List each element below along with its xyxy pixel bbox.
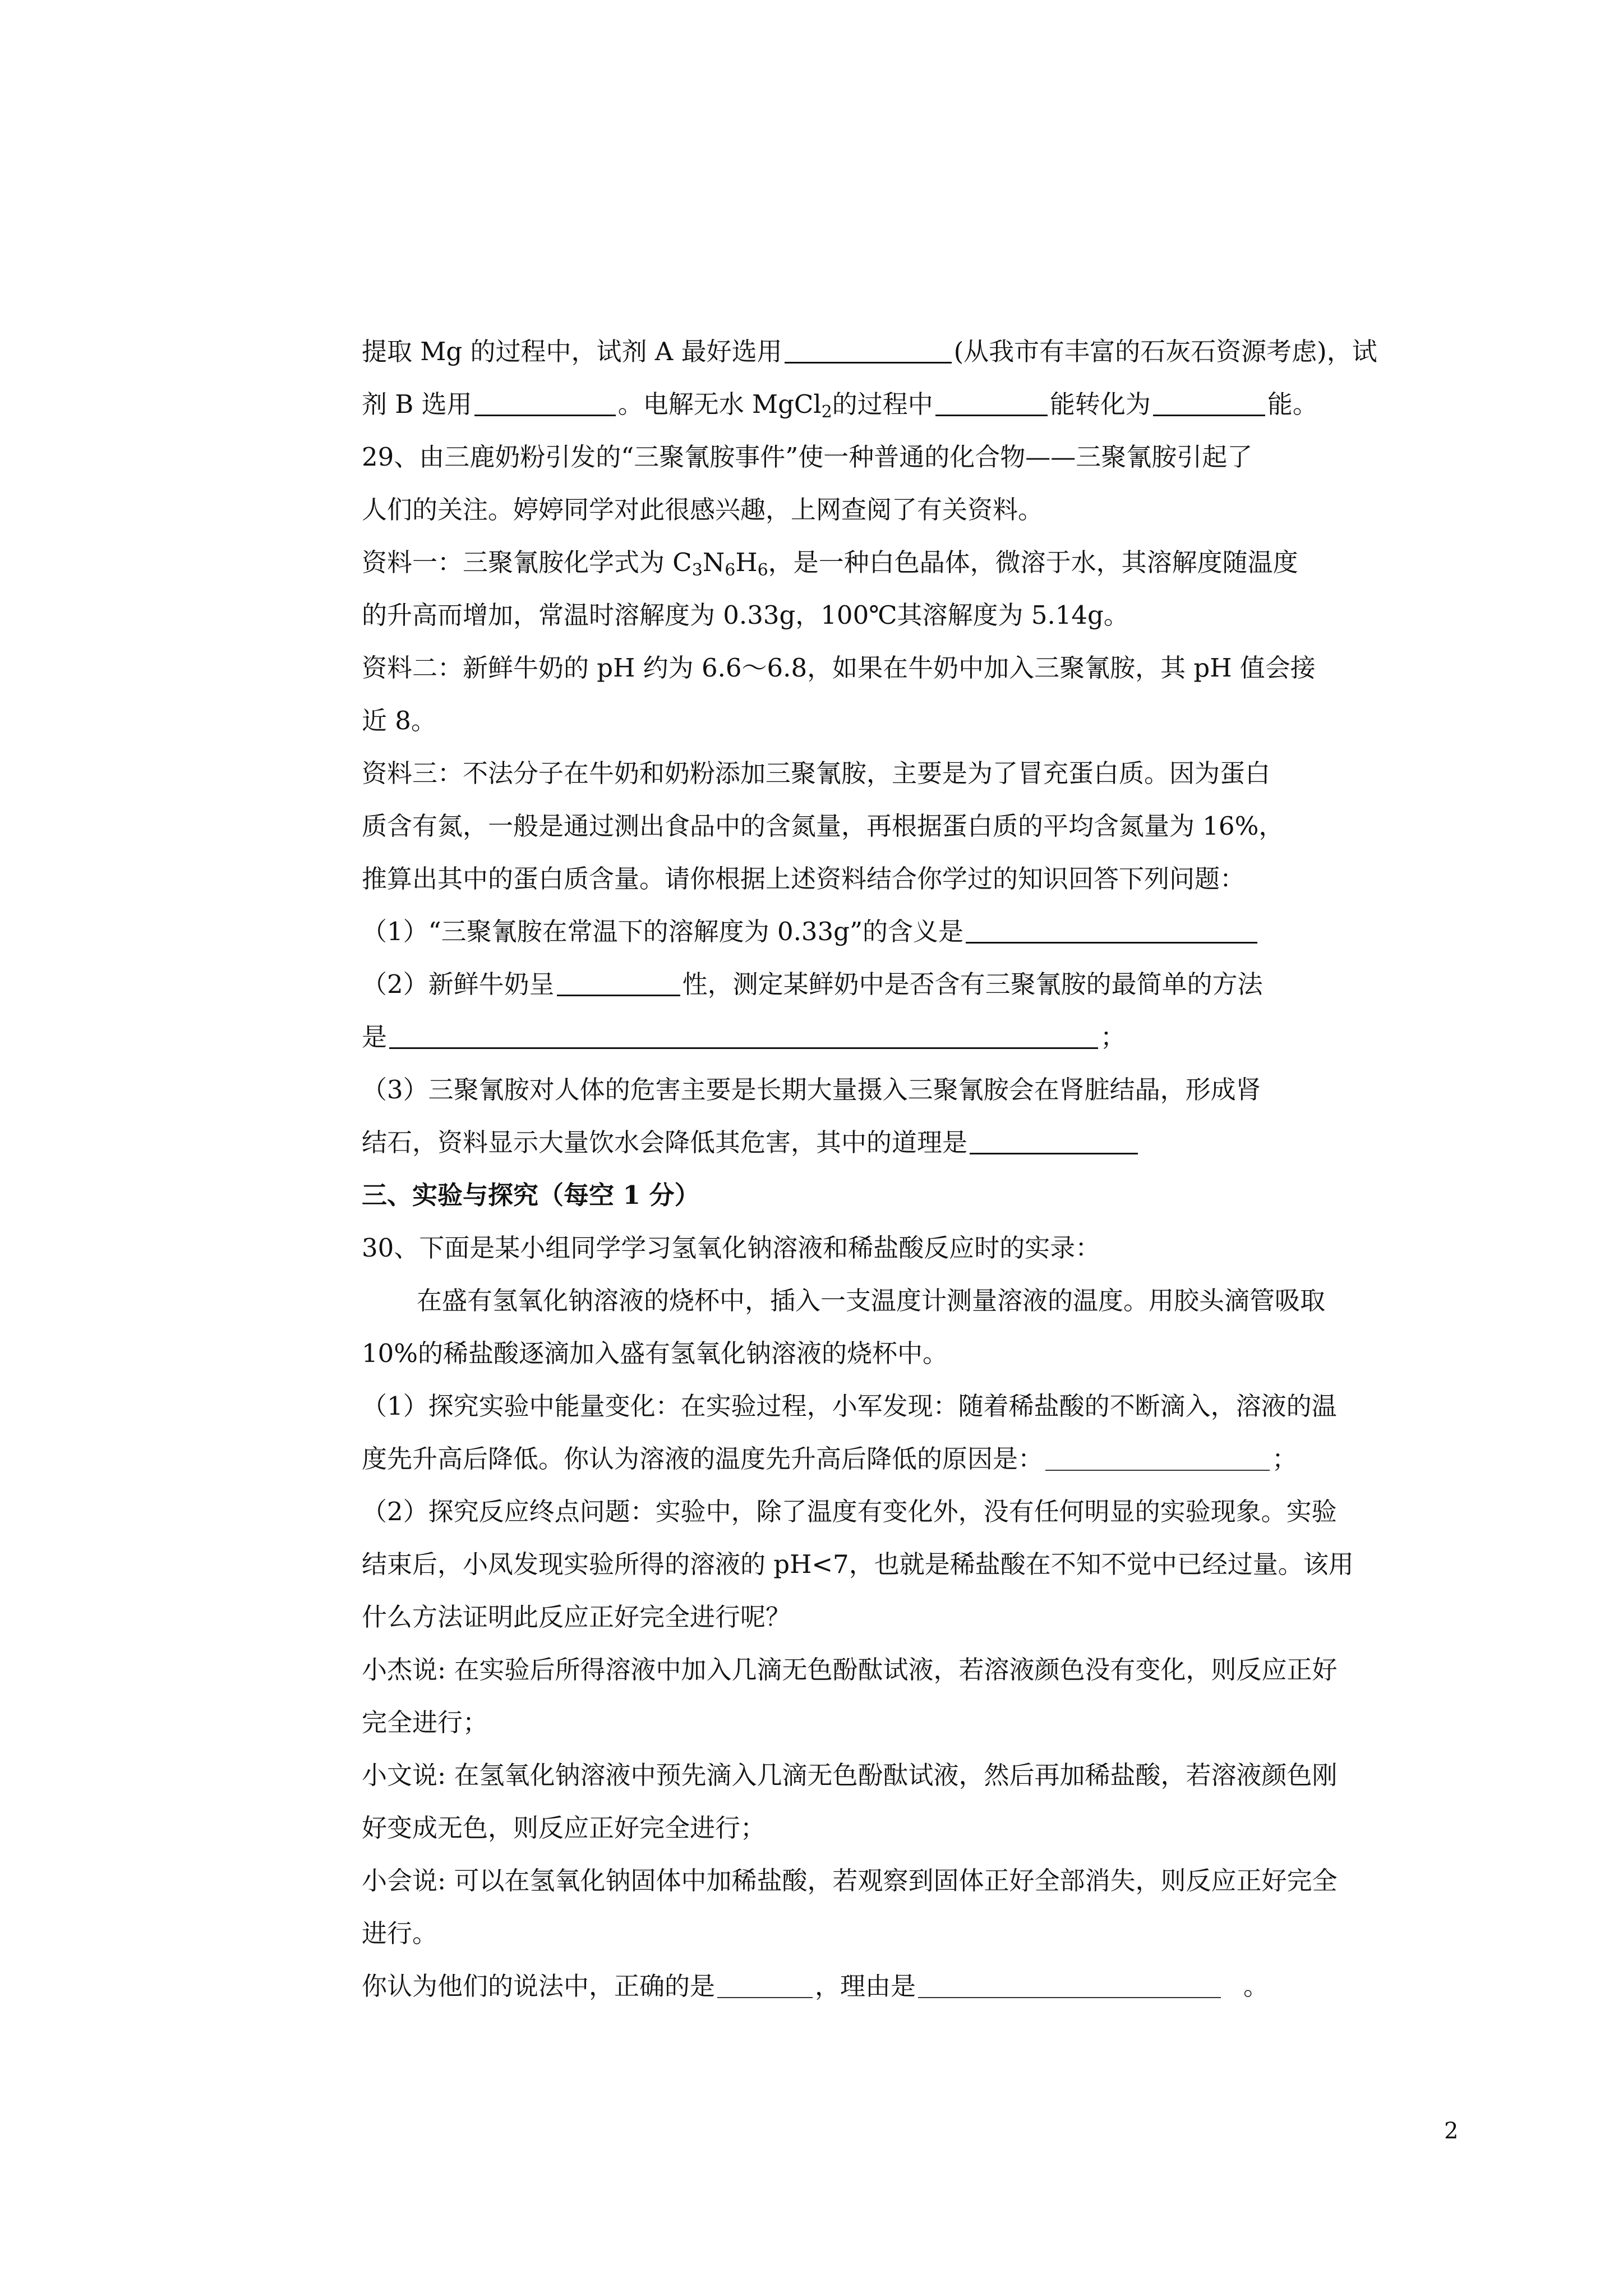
q30-hui-2: 进行。 — [362, 1918, 438, 1948]
subscript: 6 — [757, 560, 768, 580]
q30-text: 度先升高后降低。你认为溶液的温度先升高后降低的原因是： — [362, 1444, 1044, 1474]
answer-blank-reason[interactable] — [970, 1127, 1138, 1154]
answer-blank-energy-to[interactable] — [1153, 389, 1265, 416]
q29-sub3-2 — [362, 1116, 1461, 1169]
q30-p2-3: 什么方法证明此反应正好完全进行呢？ — [362, 1602, 791, 1632]
q28-text: 能转化为 — [1049, 389, 1151, 419]
subscript: 3 — [691, 560, 703, 580]
subscript: 6 — [725, 560, 736, 580]
q29-text: （1）“三聚氰胺在常温下的溶解度为 0.33g”的含义是 — [362, 917, 963, 946]
page-content — [362, 325, 1461, 2013]
q29-info3-3: 推算出其中的蛋白质含量。请你根据上述资料结合你学过的知识回答下列问题： — [362, 864, 1246, 894]
q28-text: 的过程中 — [832, 389, 933, 419]
q28-line-1 — [362, 325, 1461, 378]
q29-intro-1: 29、由三鹿奶粉引发的“三聚氰胺事件”使一种普通的化合物——三聚氰胺引起了 — [362, 442, 1253, 472]
q29-info3-2: 质含有氮，一般是通过测出食品中的含氮量，再根据蛋白质的平均含氮量为 16%， — [362, 811, 1284, 841]
answer-blank-reagent-b[interactable] — [474, 389, 616, 416]
q29-info2-2: 近 8。 — [362, 706, 436, 735]
q30-hui-1: 小会说: 可以在氢氧化钠固体中加稀盐酸，若观察到固体正好全部消失，则反应正好完全 — [362, 1866, 1338, 1895]
subscript: 2 — [821, 402, 832, 422]
q29-sub3-1: （3）三聚氰胺对人体的危害主要是长期大量摄入三聚氰胺会在肾脏结晶，形成肾 — [362, 1075, 1261, 1105]
q29-sub2-2 — [362, 1011, 1461, 1064]
answer-blank-temperature-reason[interactable] — [1045, 1444, 1270, 1471]
answer-blank-justification[interactable] — [918, 1971, 1221, 1998]
answer-blank-correct-person[interactable] — [717, 1971, 813, 1998]
q29-text: 资料一：三聚氰胺化学式为 C — [362, 547, 692, 577]
answer-blank-solubility-meaning[interactable] — [966, 916, 1257, 944]
q28-text: 。电解无水 MgCl — [617, 389, 822, 419]
q30-p2-2: 结束后，小凤发现实验所得的溶液的 pH<7，也就是稀盐酸在不知不觉中已经过量。该用 — [362, 1549, 1354, 1579]
q29-info3-1: 资料三：不法分子在牛奶和奶粉添加三聚氰胺，主要是为了冒充蛋白质。因为蛋白 — [362, 758, 1271, 788]
q29-text: 结石，资料显示大量饮水会降低其危害，其中的道理是 — [362, 1128, 968, 1157]
q29-text: ； — [1100, 1022, 1126, 1052]
q30-text: ； — [1272, 1444, 1298, 1474]
q30-text: 。 — [1243, 1971, 1269, 2001]
q29-text: 性，测定某鲜奶中是否含有三聚氰胺的最简单的方法 — [682, 969, 1263, 999]
q30-jie-2: 完全进行； — [362, 1708, 488, 1737]
q29-intro-2: 人们的关注。婷婷同学对此很感兴趣，上网查阅了有关资料。 — [362, 495, 1044, 524]
q30-text: 你认为他们的说法中，正确的是 — [362, 1971, 716, 2001]
q30-wen-1: 小文说: 在氢氧化钠溶液中预先滴入几滴无色酚酞试液，然后再加稀盐酸，若溶液颜色刚 — [362, 1760, 1338, 1790]
q30-text: ，理由是 — [815, 1971, 916, 2001]
q28-text: (从我市有丰富的石灰石资源考虑)，试 — [953, 337, 1377, 366]
q29-text: H — [735, 547, 758, 577]
q30-p1-1: （1）探究实验中能量变化：在实验过程，小军发现：随着稀盐酸的不断滴入，溶液的温 — [362, 1391, 1337, 1421]
section-3-title: 三、实验与探究（每空 1 分） — [362, 1180, 700, 1210]
q30-intro: 30、下面是某小组同学学习氢氧化钠溶液和稀盐酸反应时的实录： — [362, 1233, 1101, 1263]
q30-para-2: 10%的稀盐酸逐滴加入盛有氢氧化钠溶液的烧杯中。 — [362, 1338, 948, 1368]
q29-info1-1 — [362, 536, 1461, 589]
q30-final — [362, 1960, 1461, 2013]
q28-line-2 — [362, 378, 1461, 431]
answer-blank-energy-from[interactable] — [935, 389, 1048, 416]
q30-p1-2 — [362, 1433, 1461, 1485]
q30-p2-1: （2）探究反应终点问题：实验中，除了温度有变化外，没有任何明显的实验现象。实验 — [362, 1497, 1337, 1526]
answer-blank-milk-property[interactable] — [557, 969, 680, 996]
answer-blank-reagent-a[interactable] — [785, 336, 952, 364]
q28-text: 能。 — [1267, 389, 1318, 419]
q29-sub2-1 — [362, 958, 1461, 1011]
q30-wen-2: 好变成无色，则反应正好完全进行； — [362, 1813, 766, 1843]
q29-sub1 — [362, 905, 1461, 958]
q29-info2-1: 资料二：新鲜牛奶的 pH 约为 6.6～6.8，如果在牛奶中加入三聚氰胺，其 pH 值会接 — [362, 653, 1316, 683]
q28-text: 剂 B 选用 — [362, 389, 472, 419]
q30-para-1: 在盛有氢氧化钠溶液的烧杯中，插入一支温度计测量溶液的温度。用胶头滴管吸取 — [417, 1286, 1326, 1315]
q29-text: N — [702, 547, 725, 577]
page-number: 2 — [1444, 2118, 1459, 2144]
q30-jie-1: 小杰说: 在实验后所得溶液中加入几滴无色酚酞试液，若溶液颜色没有变化，则反应正好 — [362, 1655, 1338, 1685]
q29-text: 是 — [362, 1022, 388, 1052]
q29-text: ，是一种白色晶体，微溶于水，其溶解度随温度 — [768, 547, 1298, 577]
q29-text: （2）新鲜牛奶呈 — [362, 969, 555, 999]
q29-info1-2: 的升高而增加，常温时溶解度为 0.33g，100℃其溶解度为 5.14g。 — [362, 600, 1129, 630]
answer-blank-detection-method[interactable] — [389, 1022, 1098, 1049]
q28-text: 提取 Mg 的过程中，试剂 A 最好选用 — [362, 337, 782, 366]
